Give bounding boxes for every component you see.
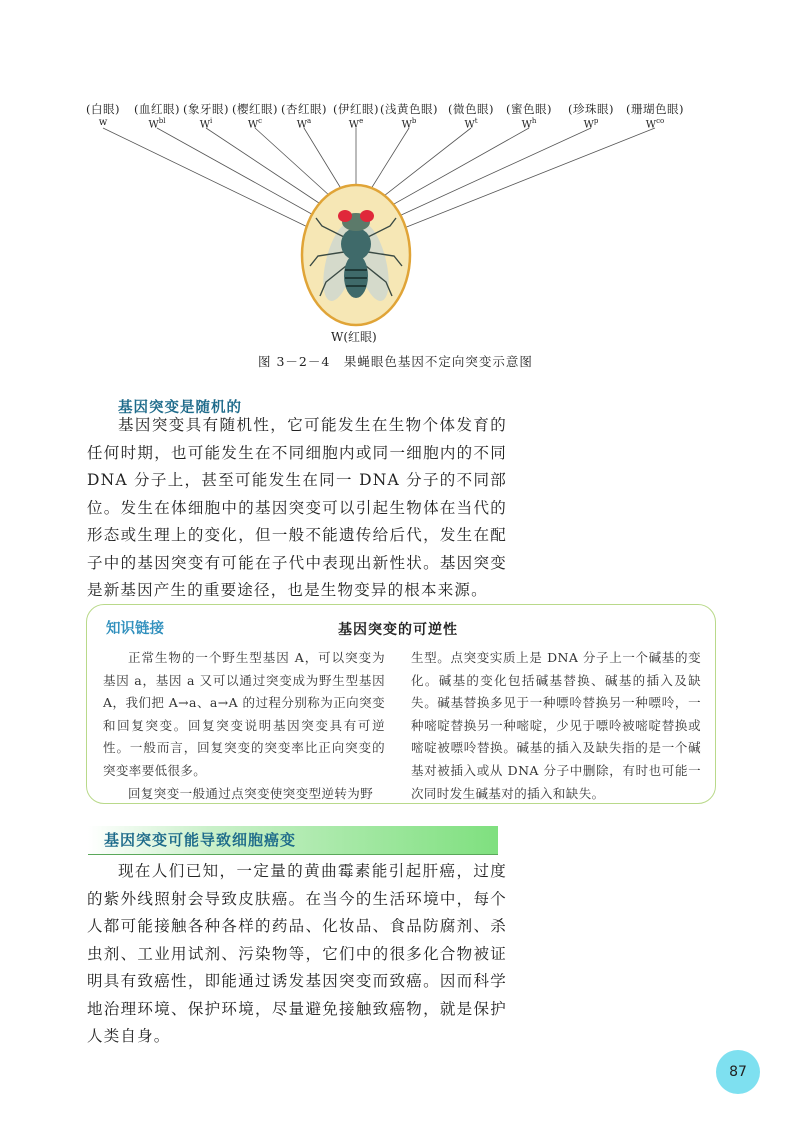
allele-symbol-10 — [646, 117, 664, 130]
allele-label-4: (杏红眼) — [281, 102, 327, 116]
mutation-line-1 — [157, 128, 326, 222]
allele-label-0: (白眼) — [86, 102, 120, 116]
allele-symbol-base: W — [199, 119, 211, 131]
section1-text: 基因突变具有随机性，它可能发生在生物个体发育的任何时期，也可能发生在不同细胞内或同一细胞内的不同 DNA 分子上，甚至可能发生在同一 DNA 分子的不同部位。发生在体细胞中的基因突变可以引起生物体在当代的形态或生理上的变化，但一般不能遗传给后代，发生在配子中的基因突变有可能在子代中表现出新性状。基因突变是新基因产生的重要途径，也是生物变异的根本来源。 — [87, 416, 507, 599]
allele-symbol-3 — [248, 117, 262, 130]
fly-red-eye-left — [338, 210, 352, 222]
allele-symbol-superscript: co — [656, 117, 665, 125]
allele-symbol-1 — [148, 117, 165, 130]
allele-symbol-base: W — [148, 119, 159, 131]
allele-label-3: (樱红眼) — [232, 102, 278, 116]
allele-symbol-2 — [200, 117, 213, 130]
allele-symbol-superscript: i — [210, 117, 213, 125]
mutation-lines — [0, 0, 800, 380]
allele-symbol-superscript: c — [258, 117, 263, 125]
knowledge-right-paragraph: 生型。点突变实质上是 DNA 分子上一个碱基的变化。碱基的变化包括碱基替换、碱基的插入及缺失。碱基替换多见于一种嘌呤替换另一种嘌呤，一种嘧啶替换另一种嘧啶，少见于嘌呤被嘧啶替换或嘧啶被嘌呤替换。碱基的插入及缺失指的是一个碱基对被插入或从 DNA 分子中删除，有时也可能一次同时发生碱基对的插入和缺失。 — [411, 650, 701, 801]
allele-symbol-5 — [349, 117, 363, 130]
fly-red-eye-right — [360, 210, 374, 222]
knowledge-link-tag: 知识链接 — [106, 621, 164, 637]
allele-symbol-base: W — [464, 119, 475, 131]
allele-symbol-superscript: h — [531, 117, 537, 125]
section-title-random: 基因突变是随机的 — [118, 400, 242, 416]
fruit-fly-figure — [0, 0, 800, 380]
allele-symbol-superscript: t — [474, 117, 478, 125]
allele-label-8: (蜜色眼) — [506, 102, 552, 116]
figure-caption: 图 3－2－4 果蝇眼色基因不定向突变示意图 — [258, 354, 533, 369]
mutation-line-9 — [386, 128, 591, 222]
allele-label-7: (微色眼) — [448, 102, 494, 116]
section1-paragraph — [87, 412, 507, 605]
mutation-line-2 — [206, 128, 334, 213]
mutation-line-10 — [394, 128, 655, 232]
section2-header-rule — [88, 854, 498, 855]
allele-symbol-base: W — [645, 119, 657, 131]
allele-label-2: (象牙眼) — [183, 102, 229, 116]
allele-symbol-base: W — [583, 119, 594, 131]
section-title-cancer: 基因突变可能导致细胞癌变 — [104, 831, 297, 849]
allele-label-5: (伊红眼) — [333, 102, 379, 116]
section2-text: 现在人们已知，一定量的黄曲霉素能引起肝癌，过度的紫外线照射会导致皮肤癌。在当今的生活环境中，每个人都可能接触各种各样的药品、化妆品、食品防腐剂、杀虫剂、工业用试剂、污染物等，它们中的很多化合物被证明具有致癌性，即能通过诱发基因突变而致癌。因而科学地治理环境、保护环境，尽量避免接触致癌物，就是保护人类自身。 — [87, 862, 507, 1045]
allele-symbol-9 — [584, 117, 599, 130]
wild-type-label: W(红眼) — [331, 330, 377, 344]
mutation-line-0 — [103, 128, 318, 232]
allele-label-9: (珍珠眼) — [568, 102, 614, 116]
page-number: 87 — [716, 1050, 760, 1094]
allele-symbol-6 — [402, 117, 417, 130]
allele-label-1: (血红眼) — [134, 102, 180, 116]
knowledge-left-paragraph-2: 回复突变一般通过点突变使突变型逆转为野 — [128, 785, 374, 801]
allele-symbol-base: W — [247, 119, 259, 131]
mutation-line-7 — [371, 128, 471, 206]
allele-symbol-superscript: e — [359, 117, 364, 125]
allele-symbol-base: W — [296, 119, 308, 131]
allele-label-6: (浅黄色眼) — [380, 102, 438, 116]
knowledge-left-column — [103, 647, 385, 805]
allele-symbol-superscript: p — [593, 117, 599, 125]
allele-symbol-superscript: bl — [158, 117, 166, 125]
allele-symbol-0 — [99, 117, 108, 128]
allele-symbol-base: W — [521, 119, 532, 131]
section2-paragraph — [87, 858, 507, 1051]
allele-symbol-base: W — [401, 119, 412, 131]
allele-symbol-superscript: a — [307, 117, 312, 125]
allele-symbol-8 — [522, 117, 537, 130]
knowledge-left-paragraph-1: 正常生物的一个野生型基因 A，可以突变为基因 a，基因 a 又可以通过突变成为野生型基因 A，我们把 A→a、a→A 的过程分别称为正向突变和回复突变。回复突变说明基因突变具有可逆性。一般而言，回复突变的突变率比正向突变的突变率要低很多。 — [103, 650, 385, 778]
allele-symbol-4 — [297, 117, 311, 130]
allele-symbol-7 — [464, 117, 477, 130]
allele-symbol-base: w — [98, 117, 108, 128]
allele-symbol-superscript: b — [411, 117, 417, 125]
allele-symbol-base: W — [348, 119, 360, 131]
knowledge-right-column — [411, 647, 701, 805]
knowledge-link-title: 基因突变的可逆性 — [338, 622, 458, 638]
allele-label-10: (珊瑚色眼) — [626, 102, 684, 116]
